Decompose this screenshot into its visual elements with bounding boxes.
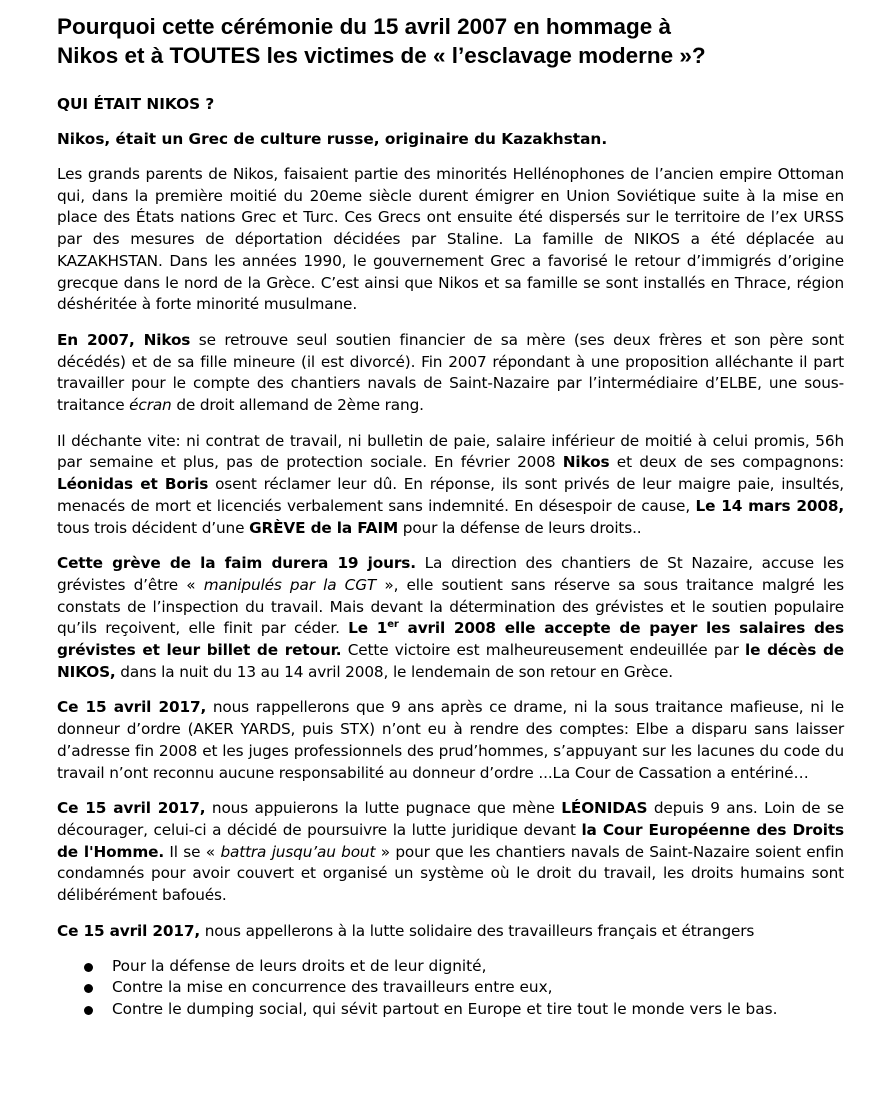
text-run: Il se « bbox=[164, 842, 221, 861]
paragraph-hunger-strike-end bbox=[57, 553, 844, 683]
bold-phrase: En 2007, Nikos bbox=[57, 330, 191, 349]
list-item bbox=[84, 999, 844, 1021]
bold-phrase: Ce 15 avril 2017, bbox=[57, 921, 201, 940]
paragraph-2007 bbox=[57, 330, 844, 417]
text-run: depuis 9 ans. Loin de se décourager, celui-ci a décidé de poursuivre la lutte juridique devant bbox=[57, 799, 844, 839]
list-item-text: Contre le dumping social, qui sévit partout en Europe et tire tout le monde vers le bas. bbox=[112, 999, 778, 1018]
bullet-icon bbox=[84, 963, 93, 972]
text-run: », elle soutient sans réserve sa sous traitance malgré les constats de l’inspection du travail. Mais devant la détermination des grévistes et le soutien populaire qu’ils reçoivent, elle finit par céder. bbox=[57, 575, 845, 638]
text-run: pour la défense de leurs droits.. bbox=[398, 518, 642, 537]
list-item-text: Contre la mise en concurrence des travailleurs entre eux, bbox=[112, 978, 553, 997]
bold-phrase: le décès de NIKOS, bbox=[57, 641, 845, 681]
text-run: tous trois décident d’une bbox=[57, 518, 250, 537]
text-run: nous rappellerons que 9 ans après ce drame, ni la sous traitance mafieuse, ni le donneur d’ordre (AKER YARDS, puis STX) n’ont eu à rendre des comptes: Elbe a disparu sans laisser d’adresse fin 2008 et les juges professionnels des prud’hommes, s’appuyant sur les lacunes du code du travail n’ont reconnu aucune responsabilité au donneur d’ordre ...La Cour de Cassation a entériné… bbox=[57, 698, 844, 782]
list-item-text: Pour la défense de leurs droits et de leur dignité, bbox=[112, 956, 487, 975]
paragraph-origins bbox=[57, 164, 844, 316]
superscript: er bbox=[387, 619, 399, 631]
text-run: osent réclamer leur dû. En réponse, ils sont privés de leur maigre paie, insultés, menacés de mort et licenciés verbalement sans indemnité. En désespoir de cause, bbox=[57, 475, 844, 515]
paragraph-leonidas bbox=[57, 798, 844, 907]
italic-phrase: manipulés par la CGT bbox=[203, 575, 377, 594]
text-run: nous appuierons la lutte pugnace que mène bbox=[205, 799, 562, 818]
section-heading: QUI ÉTAIT NIKOS ? bbox=[57, 95, 215, 113]
paragraph-accountability bbox=[57, 697, 844, 784]
bold-phrase: avril 2008 elle accepte de payer les salaires des grévistes et leur billet de retour. bbox=[57, 619, 844, 660]
text-run: La direction des chantiers de St Nazaire, accuse les grévistes d’être « bbox=[57, 554, 844, 594]
list-item bbox=[84, 956, 844, 978]
bold-phrase: Ce 15 avril 2017, bbox=[57, 698, 207, 717]
text-run: se retrouve seul soutien financier de sa mère (ses deux frères et son père sont décédés) et de sa fille mineure (il est divorcé). Fin 2007 répondant à une proposition alléchante il part travailler pour le compte des chantiers navals de Saint-Nazaire par l’intermédiaire d’ELBE, une sous-traitance bbox=[57, 330, 845, 415]
text-run: dans la nuit du 13 au 14 avril 2008, le lendemain de son retour en Grèce. bbox=[115, 662, 673, 681]
bold-phrase: Nikos bbox=[562, 453, 610, 472]
demands-list bbox=[57, 956, 844, 1021]
text-run: et deux de ses compagnons: bbox=[609, 453, 844, 472]
intro-sentence: Nikos, était un Grec de culture russe, originaire du Kazakhstan. bbox=[57, 130, 608, 148]
italic-phrase: battra jusqu’au bout bbox=[220, 842, 376, 861]
text-run: nous appellerons à la lutte solidaire des travailleurs français et étrangers bbox=[200, 921, 755, 940]
paragraph-hunger-strike-start bbox=[57, 431, 844, 540]
text-run: de droit allemand de 2ème rang. bbox=[171, 396, 424, 415]
title-line-1: Pourquoi cette cérémonie du 15 avril 2007 en hommage à bbox=[57, 14, 671, 39]
bold-phrase: GRÈVE de la FAIM bbox=[249, 518, 399, 537]
bullet-icon bbox=[84, 1006, 93, 1015]
bold-phrase: Le 14 mars 2008, bbox=[695, 496, 844, 515]
bullet-icon bbox=[84, 984, 93, 993]
list-item bbox=[84, 977, 844, 999]
bold-phrase: Léonidas et Boris bbox=[57, 475, 209, 494]
text-run: Cette victoire est malheureusement endeuillée par bbox=[341, 641, 746, 660]
bold-phrase: la Cour Européenne des Droits de l'Homme. bbox=[57, 820, 844, 861]
paragraph-solidarity bbox=[57, 921, 844, 943]
bold-phrase: LÉONIDAS bbox=[561, 799, 648, 818]
paragraph-origins-text: Les grands parents de Nikos, faisaient partie des minorités Hellénophones de l’ancien empire Ottoman qui, dans la première moitié du 20eme siècle durent émigrer en Union Soviétique suite à la mise en place des États nations Grec et Turc. Ces Grecs ont ensuite été dispersés sur le territoire de l’ex URSS par des mesures de déportation décidées par Staline. La famille de NIKOS a été déplacée au KAZAKHSTAN. Dans les années 1990, le gouvernement Grec a favorisé le retour d’immigrés d’origine grecque dans le nord de la Grèce. C’est ainsi que Nikos et sa famille se sont installés en Thrace, région déshéritée à forte minorité musulmane. bbox=[57, 165, 844, 314]
page-title bbox=[57, 12, 844, 70]
title-line-2: Nikos et à TOUTES les victimes de « l’esclavage moderne »? bbox=[57, 43, 706, 68]
bold-phrase: Cette grève de la faim durera 19 jours. bbox=[57, 554, 416, 573]
text-run: » pour que les chantiers navals de Saint-Nazaire soient enfin condamnés pour avoir couvert et organisé un système où le droit du travail, les droits humains sont délibérément bafoués. bbox=[57, 842, 844, 905]
text-run: Il déchante vite: ni contrat de travail, ni bulletin de paie, salaire inférieur de moitié à celui promis, 56h par semaine et plus, pas de protection sociale. En février 2008 bbox=[57, 431, 844, 472]
bold-phrase: Ce 15 avril 2017, bbox=[57, 799, 206, 818]
bold-phrase: Le 1 bbox=[348, 619, 388, 638]
italic-phrase: écran bbox=[129, 396, 172, 415]
